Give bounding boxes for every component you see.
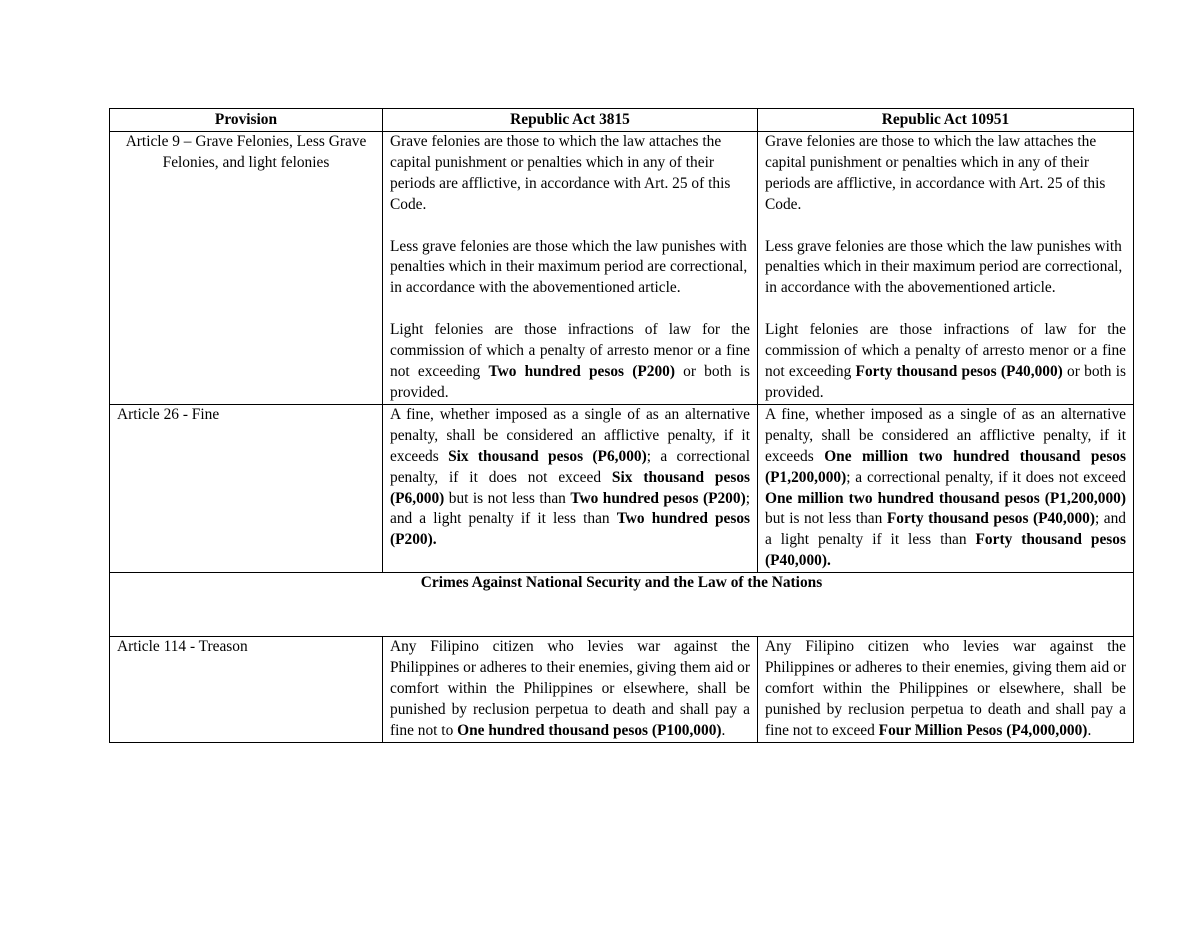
light-felonies-amount: Forty thousand pesos (P40,000) (855, 363, 1063, 381)
header-ra3815: Republic Act 3815 (383, 109, 758, 132)
fine-amount: Six thousand pesos (P6,000) (390, 468, 750, 507)
provision-text: Article 26 - Fine (117, 405, 220, 423)
grave-felonies-text: Grave felonies are those to which the law attaches the capital punishment or penalties which in any of their periods are afflictive, in accordance with Art. 25 of this Code. (765, 132, 1106, 213)
provision-cell (110, 404, 383, 572)
less-grave-felonies-text: Less grave felonies are those which the law punishes with penalties which in their maximum period are correctional, in accordance with the abovementioned article. (765, 237, 1123, 297)
ra10951-cell (758, 637, 1134, 743)
ra3815-cell (383, 404, 758, 572)
fine-amount: Forty thousand pesos (P40,000). (765, 531, 1126, 570)
treason-text (390, 637, 750, 742)
light-felonies-post: or both is provided. (765, 363, 1126, 401)
fine-amount: One million two hundred thousand pesos (P1,200,000) (765, 489, 1126, 507)
fine-text-part: but is not less than (765, 510, 887, 528)
less-grave-felonies-text: Less grave felonies are those which the law punishes with penalties which in their maximum period are correctional, in accordance with the abovementioned article. (390, 237, 748, 297)
ra3815-cell (383, 131, 758, 404)
provision-text: Article 114 - Treason (117, 638, 248, 656)
fine-amount: One million two hundred thousand pesos (P1,200,000) (765, 447, 1126, 486)
treason-text (765, 637, 1126, 742)
treason-fine-amount: One hundred thousand pesos (P100,000) (457, 721, 722, 739)
provision-text: Article 9 – Grave Felonies, Less Grave Felonies, and light felonies (125, 132, 367, 171)
fine-amount: Two hundred pesos (P200). (390, 510, 751, 549)
provision-cell (110, 131, 383, 404)
ra3815-cell (383, 637, 758, 743)
table-row (110, 404, 1134, 572)
fine-text-part: A fine, whether imposed as a single of as an alternative penalty, shall be considered an afflictive penalty, if it exceeds (765, 405, 1126, 465)
light-felonies-pre: Light felonies are those infractions of law for the commission of which a penalty of arresto menor or a fine not exceeding (390, 321, 750, 381)
fine-text-part: A fine, whether imposed as a single of as an alternative penalty, shall be considered an afflictive penalty, if it exceeds (390, 405, 750, 465)
comparison-table (109, 108, 1134, 743)
header-ra10951: Republic Act 10951 (758, 109, 1134, 132)
ra10951-cell (758, 131, 1134, 404)
treason-fine-amount: Four Million Pesos (P4,000,000) (878, 721, 1088, 739)
light-felonies-text (390, 320, 750, 404)
light-felonies-pre: Light felonies are those infractions of law for the commission of which a penalty of arresto menor or a fine not exceeding (765, 321, 1126, 381)
fine-amount: Six thousand pesos (P6,000) (448, 447, 647, 465)
section-row (110, 573, 1134, 637)
light-felonies-post: or both is provided. (390, 363, 751, 401)
treason-text-part: Any Filipino citizen who levies war against the Philippines or adheres to their enemies, giving them aid or comfort within the Philippines or elsewhere, shall be punished by reclusion perpetua to death and shall pay a fine not to (390, 638, 750, 739)
header-provision: Provision (110, 109, 383, 132)
fine-text-part: ; a correctional penalty, if it does not exceed (390, 447, 750, 486)
grave-felonies-text: Grave felonies are those to which the law attaches the capital punishment or penalties which in any of their periods are afflictive, in accordance with Art. 25 of this Code. (390, 132, 731, 213)
provision-cell (110, 637, 383, 743)
table-row (110, 637, 1134, 743)
fine-text-part: ; and a light penalty if it less than (765, 510, 1126, 549)
treason-text-part: . (721, 721, 726, 739)
ra10951-cell (758, 404, 1134, 572)
header-row (110, 109, 1134, 132)
light-felonies-amount: Two hundred pesos (P200) (488, 363, 675, 381)
table-row (110, 131, 1134, 404)
fine-text-part: ; and a light penalty if it less than (390, 489, 750, 528)
light-felonies-text (765, 320, 1126, 404)
fine-amount: Forty thousand pesos (P40,000) (886, 510, 1095, 528)
fine-amount: Two hundred pesos (P200) (570, 489, 746, 507)
fine-text-part: but is not less than (444, 489, 571, 507)
treason-text-part: Any Filipino citizen who levies war against the Philippines or adheres to their enemies, giving them aid or comfort within the Philippines or elsewhere, shall be punished by reclusion perpetua to death and shall pay a fine not to exceed (765, 638, 1126, 739)
fine-text (390, 405, 750, 551)
treason-text-part: . (1087, 721, 1092, 739)
fine-text-part: ; a correctional penalty, if it does not exceed (846, 468, 1126, 486)
fine-text (765, 405, 1126, 572)
section-title: Crimes Against National Security and the Law of the Nations (110, 573, 1134, 637)
